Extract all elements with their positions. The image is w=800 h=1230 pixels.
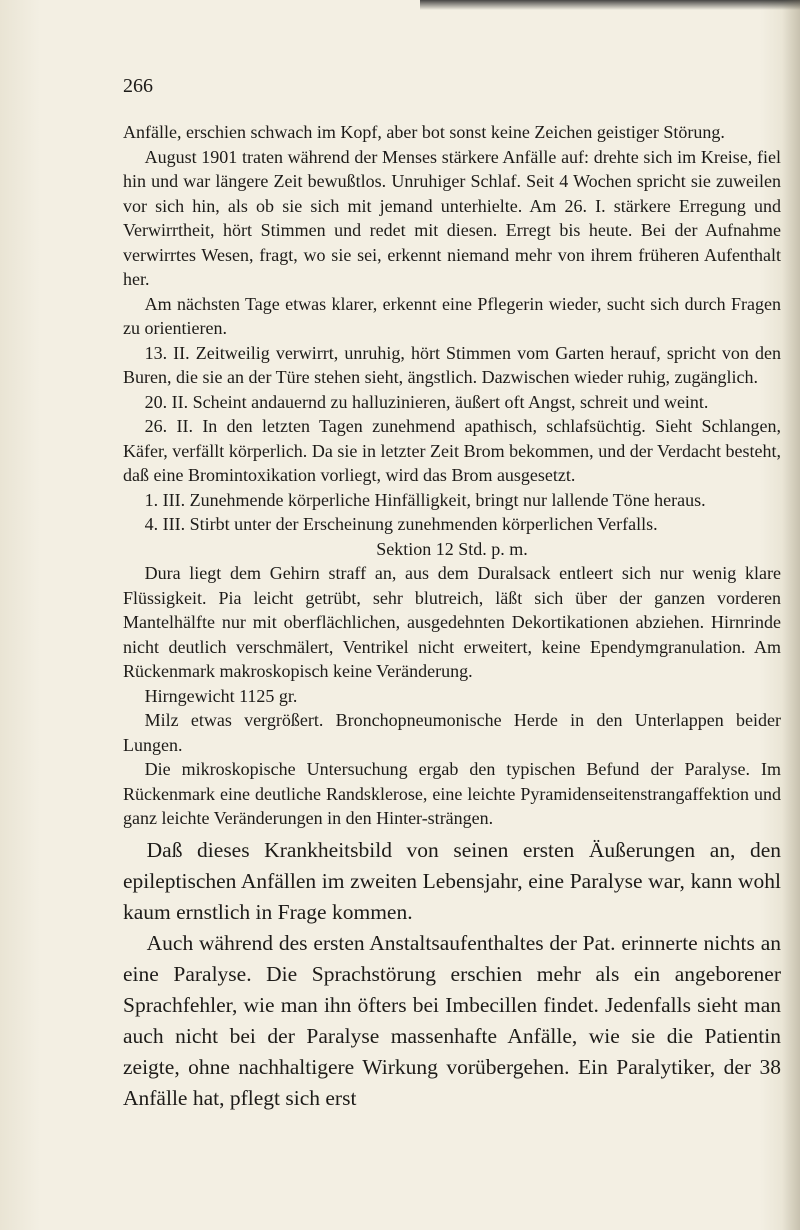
section-heading: Sektion 12 Std. p. m. (376, 538, 528, 559)
paragraph: Dura liegt dem Gehirn straff an, aus dem Duralsack entleert sich nur wenig klare Flüssigkeit. Pia leicht getrübt, sehr blutreich, läßt sich über der ganzen vorderen Mantelhälfte nur mit oberflächlichen, ausgedehnten Dekortikationen abziehen. Hirnrinde nicht deutlich verschmälert, Ventrikel nicht erweitert, keine Ependymgranulation. Am Rückenmark makroskopisch keine Veränderung. (123, 563, 781, 681)
page-top-shadow (420, 0, 800, 10)
paragraph: Die mikroskopische Untersuchung ergab den typischen Befund der Paralyse. Im Rückenmark eine deutliche Randsklerose, eine leichte Pyramidenseitenstrangaffektion und ganz leichte Veränderungen in den Hinter-strängen. (123, 759, 781, 828)
paragraph: 1. III. Zunehmende körperliche Hinfälligkeit, bringt nur lallende Töne heraus. (144, 489, 706, 510)
paragraph: 20. II. Scheint andauernd zu halluzinieren, äußert oft Angst, schreit und weint. (144, 391, 709, 412)
paragraph: Anfälle, erschien schwach im Kopf, aber bot sonst keine Zeichen geistiger Störung. (123, 122, 725, 142)
paragraph: 4. III. Stirbt unter der Erscheinung zunehmenden körperlichen Verfalls. (144, 514, 658, 534)
case-report-section (123, 120, 781, 831)
paragraph: Am nächsten Tage etwas klarer, erkennt eine Pflegerin wieder, sucht sich durch Fragen zu orientieren. (123, 293, 781, 338)
paragraph: 26. II. In den letzten Tagen zunehmend apathisch, schlafsüchtig. Sieht Schlangen, Käfer, verfällt körperlich. Da sie in letzter Zeit Brom bekommen, und der Verdacht besteht, daß eine Bromintoxikation vorliegt, wird das Brom ausgesetzt. (123, 416, 781, 485)
paragraph: Milz etwas vergrößert. Bronchopneumonische Herde in den Unterlappen beider Lungen. (123, 710, 781, 755)
page-right-shadow (782, 0, 800, 1230)
paragraph: Auch während des ersten Anstaltsaufenthaltes der Pat. erinnerte nichts an eine Paralyse. Die Sprachstörung erschien mehr als ein angeborener Sprachfehler, wie man ihn öfters bei Imbecillen findet. Jedenfalls sieht man auch nicht bei der Paralyse massenhafte Anfälle, wie sie die Patientin zeigte, ohne nachhaltigere Wirkung vorübergehen. Ein Paralytiker, der 38 Anfälle hat, pflegt sich erst (123, 930, 781, 1110)
body-text (123, 120, 781, 1114)
page-number: 266 (123, 75, 153, 97)
paragraph: 13. II. Zeitweilig verwirrt, unruhig, hört Stimmen vom Garten herauf, spricht von den Buren, die sie an der Türe stehen sieht, ängstlich. Dazwischen wieder ruhig, zugänglich. (123, 342, 781, 387)
discussion-section (123, 835, 781, 1114)
paragraph: August 1901 traten während der Menses stärkere Anfälle auf: drehte sich im Kreise, fiel hin und war längere Zeit bewußtlos. Unruhiger Schlaf. Seit 4 Wochen spricht sie zuweilen vor sich hin, als ob sie sich mit jemand unterhielte. Am 26. I. stärkere Erregung und Verwirrtheit, hört Stimmen und redet mit diesen. Erregt bis heute. Bei der Aufnahme verwirrtes Wesen, fragt, wo sie sei, erkennt niemand mehr von ihrem früheren Aufenthalt her. (123, 146, 781, 289)
paragraph: Hirngewicht 1125 gr. (144, 685, 298, 706)
paragraph: Daß dieses Krankheitsbild von seinen ersten Äußerungen an, den epileptischen Anfällen im zweiten Lebensjahr, eine Paralyse war, kann wohl kaum ernstlich in Frage kommen. (123, 837, 781, 924)
